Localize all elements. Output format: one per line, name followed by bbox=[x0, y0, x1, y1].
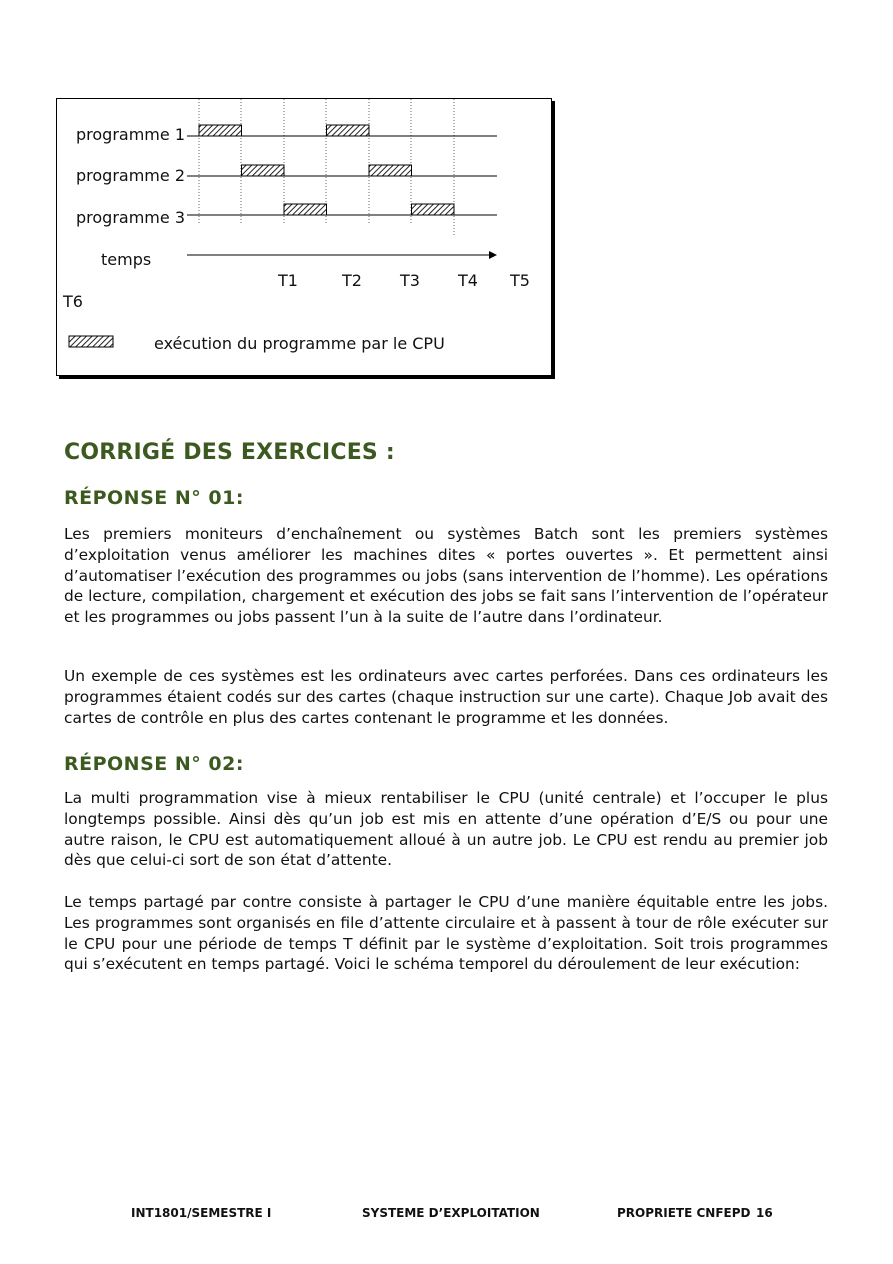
tick-label-t6: T6 bbox=[63, 292, 83, 311]
tick-label-t4: T4 bbox=[458, 271, 478, 290]
time-sharing-diagram bbox=[56, 98, 552, 376]
program-label: programme 3 bbox=[76, 208, 185, 227]
section-title: CORRIGÉ DES EXERCICES : bbox=[64, 440, 395, 465]
program-row-1 bbox=[76, 125, 497, 144]
execution-block bbox=[242, 165, 285, 176]
tick-label-t2: T2 bbox=[342, 271, 362, 290]
legend-swatch bbox=[69, 336, 113, 347]
execution-block bbox=[327, 125, 370, 136]
footer-page-number: 16 bbox=[756, 1206, 773, 1220]
tick-label-t3: T3 bbox=[400, 271, 420, 290]
footer-subject: SYSTEME D’EXPLOITATION bbox=[362, 1206, 540, 1220]
time-axis-arrow-icon bbox=[489, 251, 497, 259]
time-axis-label: temps bbox=[101, 250, 152, 269]
program-label: programme 2 bbox=[76, 166, 185, 185]
diagram-canvas bbox=[57, 99, 551, 375]
execution-block bbox=[284, 204, 327, 215]
tick-label-t1: T1 bbox=[278, 271, 298, 290]
footer-owner: PROPRIETE CNFEPD bbox=[617, 1206, 751, 1220]
execution-block bbox=[412, 204, 455, 215]
program-label: programme 1 bbox=[76, 125, 185, 144]
answer-1-paragraph-1: Les premiers moniteurs d’enchaînement ou systèmes Batch sont les premiers systèmes d’exploitation venus améliorer les machines dites « portes ouvertes ». Et permettent ainsi d’automatiser l’exécution des programmes ou jobs (sans intervention de l’homme). Les opérations de lecture, compilation, chargement et exécution des jobs se fait sans l’intervention de l’opérateur et les programmes ou jobs passent l’un à la suite de l’autre dans l’ordinateur. bbox=[64, 525, 828, 627]
program-row-2 bbox=[76, 166, 497, 185]
answer-2-title: RÉPONSE N° 02: bbox=[64, 753, 244, 775]
execution-block bbox=[199, 125, 242, 136]
answer-1-title: RÉPONSE N° 01: bbox=[64, 487, 244, 509]
footer-course: INT1801/SEMESTRE I bbox=[131, 1206, 272, 1220]
answer-2-paragraph-2: Le temps partagé par contre consiste à partager le CPU d’une manière équitable entre les jobs. Les programmes sont organisés en file d’attente circulaire et à passent à tour de rôle exécuter sur le CPU pour une période de temps T définit par le système d’exploitation. Soit trois programmes qui s’exécutent en temps partagé. Voici le schéma temporel du déroulement de leur exécution: bbox=[64, 893, 828, 974]
execution-block bbox=[369, 165, 412, 176]
answer-2-paragraph-1: La multi programmation vise à mieux rentabiliser le CPU (unité centrale) et l’occuper le plus longtemps possible. Ainsi dès qu’un job est mis en attente d’une opération d’E/S ou pour une autre raison, le CPU est automatiquement alloué à un autre job. Le CPU est rendu au premier job dès que celui-ci sort de son état d’attente. bbox=[64, 789, 828, 870]
answer-1-paragraph-2: Un exemple de ces systèmes est les ordinateurs avec cartes perforées. Dans ces ordinateurs les programmes étaient codés sur des cartes (chaque instruction sur une carte). Chaque Job avait des cartes de contrôle en plus des cartes contenant le programme et les données. bbox=[64, 667, 828, 727]
legend-label: exécution du programme par le CPU bbox=[154, 334, 445, 353]
tick-label-t5: T5 bbox=[510, 271, 530, 290]
